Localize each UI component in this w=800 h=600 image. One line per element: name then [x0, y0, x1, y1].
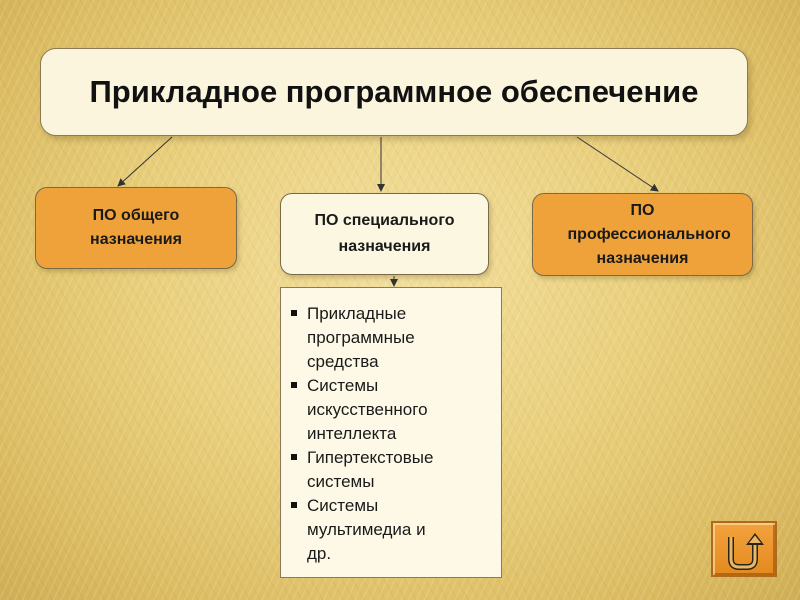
main-title: Прикладное программное обеспечение [89, 74, 699, 109]
general-purpose-box [35, 187, 237, 269]
bullet-icon [291, 382, 297, 388]
arrow-to-professional [577, 137, 658, 191]
list-item: Гипертекстовые системы [287, 446, 493, 494]
arrow-to-general [118, 137, 172, 186]
general-purpose-label: ПО общего назначения [90, 207, 182, 248]
professional-purpose-box [532, 193, 753, 276]
special-purpose-box [280, 193, 489, 275]
special-software-list [280, 287, 502, 578]
bullet-icon [291, 502, 297, 508]
bullet-icon [291, 454, 297, 460]
return-arrow-icon [713, 523, 775, 575]
bullet-icon [291, 310, 297, 316]
list-item: Системы мультимедиа и др. [287, 494, 493, 566]
return-button[interactable] [711, 521, 777, 577]
list-item: Системы искусственного интеллекта [287, 374, 493, 446]
special-purpose-label: ПО специального назначения [314, 212, 455, 255]
main-title-box [40, 48, 748, 136]
professional-purpose-label: ПО профессионального назначения [567, 201, 731, 267]
list-item: Прикладные программные средства [287, 302, 493, 374]
